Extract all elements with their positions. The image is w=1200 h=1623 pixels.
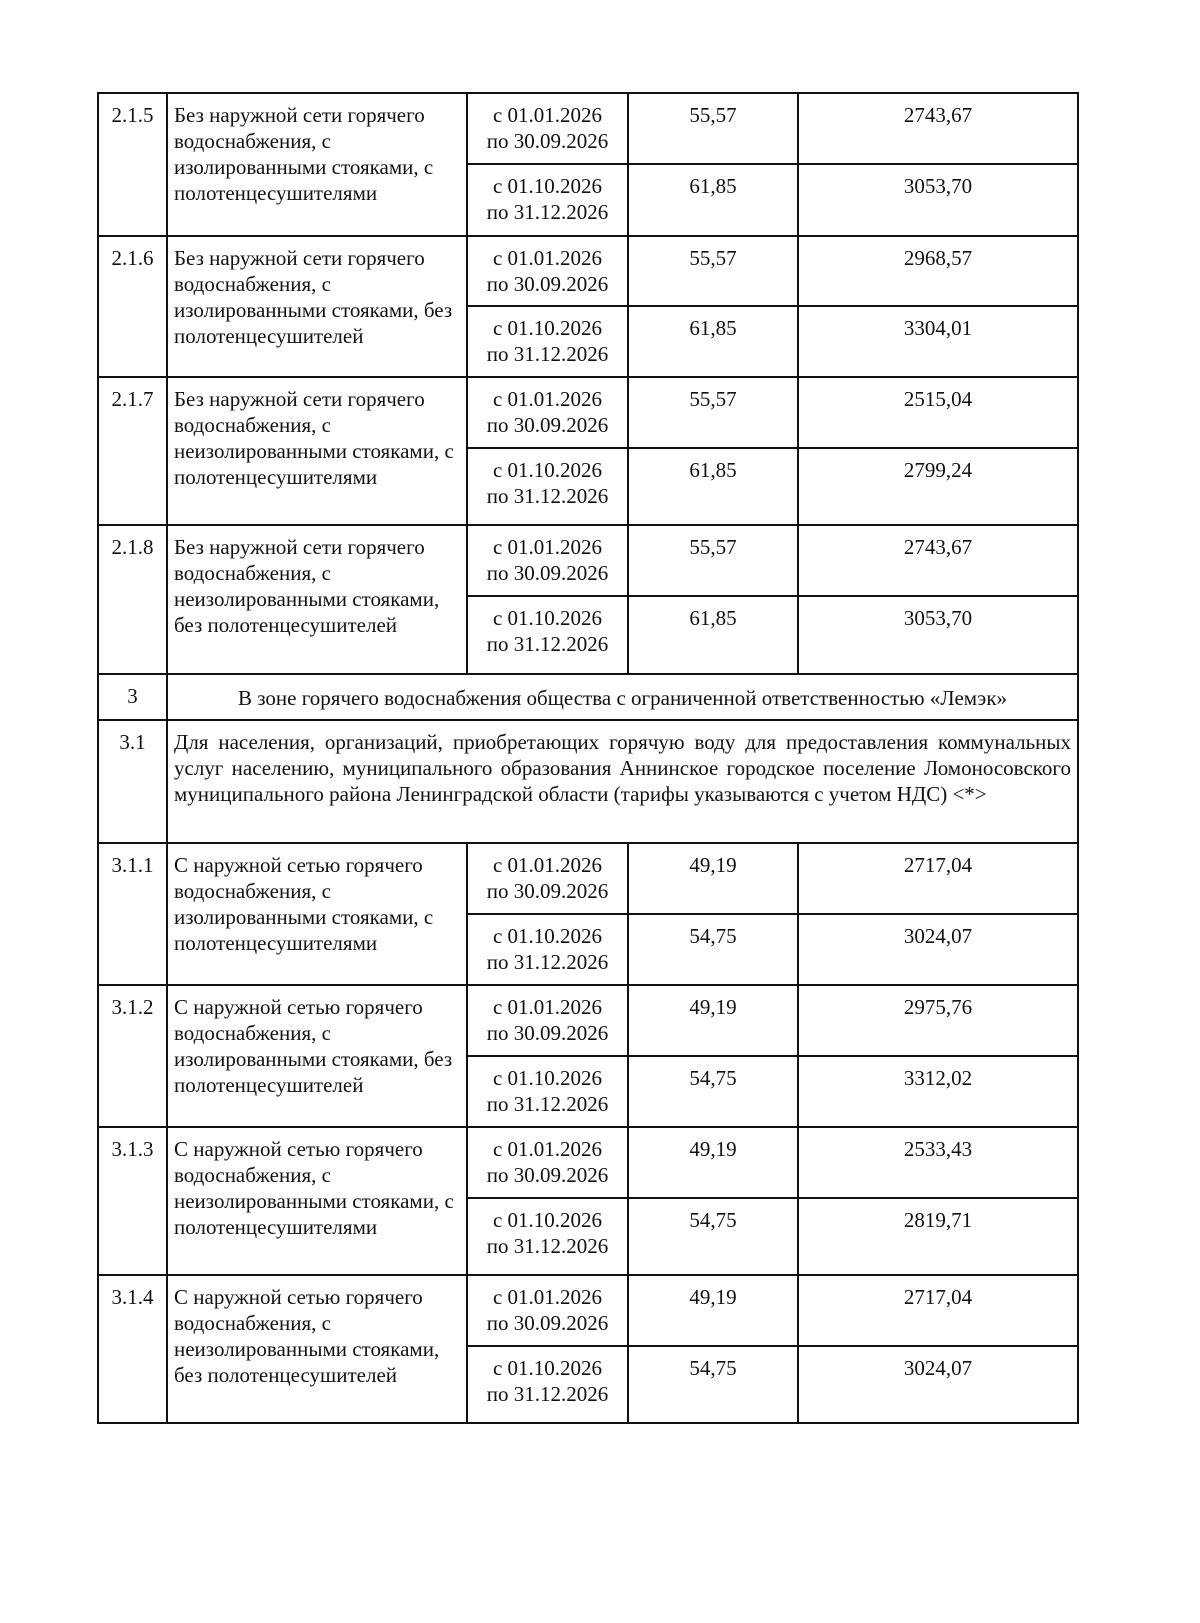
period-to: по 31.12.2026	[486, 200, 609, 224]
period-cell	[467, 306, 628, 377]
tariff-value-2: 2743,67	[798, 525, 1078, 596]
row-number: 3	[98, 674, 167, 720]
period-from: с 01.10.2026	[492, 1066, 603, 1090]
tariff-value-1: 55,57	[628, 236, 798, 306]
row-description: Без наружной сети горячего водоснабжения, с изолированными стояками, с полотенцесушителями	[167, 93, 467, 236]
tariff-value-1: 49,19	[628, 843, 798, 914]
tariff-value-2: 2717,04	[798, 1275, 1078, 1346]
period-cell	[467, 1346, 628, 1423]
period-to: по 31.12.2026	[486, 484, 609, 508]
table-row	[98, 93, 1078, 164]
row-number: 2.1.8	[98, 525, 167, 674]
period-from: с 01.10.2026	[492, 1208, 603, 1232]
tariff-value-1: 61,85	[628, 448, 798, 525]
period-from: с 01.10.2026	[492, 458, 603, 482]
period-from: с 01.01.2026	[492, 103, 603, 127]
period-cell	[467, 236, 628, 306]
period-cell	[467, 914, 628, 985]
table-row	[98, 1275, 1078, 1346]
table-row	[98, 1127, 1078, 1198]
tariff-value-2: 2975,76	[798, 985, 1078, 1056]
tariff-value-2: 2743,67	[798, 93, 1078, 164]
period-from: с 01.01.2026	[492, 535, 603, 559]
row-number: 3.1	[98, 720, 167, 843]
period-cell	[467, 1056, 628, 1127]
period-cell	[467, 985, 628, 1056]
period-to: по 30.09.2026	[486, 1163, 609, 1187]
period-to: по 30.09.2026	[486, 129, 609, 153]
tariff-value-1: 61,85	[628, 306, 798, 377]
period-to: по 31.12.2026	[486, 950, 609, 974]
subsection-title: Для населения, организаций, приобретающих горячую воду для предоставления коммунальных услуг населению, муниципального образования Аннинское городское поселение Ломоносовского муниципального района Ленинградской области (тарифы указываются с учетом НДС) <*>	[167, 720, 1078, 843]
period-from: с 01.10.2026	[492, 1356, 603, 1380]
row-description: С наружной сетью горячего водоснабжения, с изолированными стояками, без полотенцесушителей	[167, 985, 467, 1127]
period-cell	[467, 1198, 628, 1275]
period-to: по 30.09.2026	[486, 561, 609, 585]
period-cell	[467, 596, 628, 674]
row-description: С наружной сетью горячего водоснабжения, с изолированными стояками, с полотенцесушителями	[167, 843, 467, 985]
row-number: 3.1.4	[98, 1275, 167, 1423]
row-number: 3.1.3	[98, 1127, 167, 1275]
tariff-value-2: 2515,04	[798, 377, 1078, 448]
table-row	[98, 236, 1078, 306]
tariff-value-2: 2819,71	[798, 1198, 1078, 1275]
tariff-value-2: 3312,02	[798, 1056, 1078, 1127]
tariff-value-1: 54,75	[628, 914, 798, 985]
subsection-row	[98, 720, 1078, 843]
period-to: по 30.09.2026	[486, 879, 609, 903]
period-cell	[467, 164, 628, 236]
tariff-value-1: 54,75	[628, 1346, 798, 1423]
tariff-value-1: 61,85	[628, 596, 798, 674]
table-row	[98, 985, 1078, 1056]
tariff-value-2: 3024,07	[798, 914, 1078, 985]
row-description: Без наружной сети горячего водоснабжения, с неизолированными стояками, без полотенцесушителей	[167, 525, 467, 674]
tariff-value-1: 61,85	[628, 164, 798, 236]
tariff-value-1: 54,75	[628, 1056, 798, 1127]
table-row	[98, 525, 1078, 596]
period-to: по 31.12.2026	[486, 342, 609, 366]
row-number: 3.1.2	[98, 985, 167, 1127]
period-from: с 01.10.2026	[492, 174, 603, 198]
period-to: по 31.12.2026	[486, 632, 609, 656]
period-to: по 30.09.2026	[486, 1311, 609, 1335]
period-from: с 01.01.2026	[492, 387, 603, 411]
period-to: по 30.09.2026	[486, 272, 609, 296]
period-from: с 01.10.2026	[492, 924, 603, 948]
tariff-value-1: 55,57	[628, 93, 798, 164]
period-cell	[467, 93, 628, 164]
tariff-value-2: 2799,24	[798, 448, 1078, 525]
row-number: 2.1.6	[98, 236, 167, 377]
tariff-value-2: 3024,07	[798, 1346, 1078, 1423]
table-row	[98, 377, 1078, 448]
tariff-value-2: 2533,43	[798, 1127, 1078, 1198]
row-description: С наружной сетью горячего водоснабжения, с неизолированными стояками, с полотенцесушителями	[167, 1127, 467, 1275]
row-description: Без наружной сети горячего водоснабжения, с неизолированными стояками, с полотенцесушителями	[167, 377, 467, 525]
period-to: по 30.09.2026	[486, 413, 609, 437]
period-cell	[467, 843, 628, 914]
tariff-value-1: 49,19	[628, 1127, 798, 1198]
period-to: по 31.12.2026	[486, 1234, 609, 1258]
section-row	[98, 674, 1078, 720]
tariff-value-1: 49,19	[628, 985, 798, 1056]
row-description: С наружной сетью горячего водоснабжения, с неизолированными стояками, без полотенцесушителей	[167, 1275, 467, 1423]
tariff-value-2: 3304,01	[798, 306, 1078, 377]
period-from: с 01.10.2026	[492, 606, 603, 630]
row-number: 2.1.5	[98, 93, 167, 236]
period-from: с 01.01.2026	[492, 853, 603, 877]
period-cell	[467, 525, 628, 596]
period-from: с 01.01.2026	[492, 995, 603, 1019]
tariff-table	[97, 92, 1079, 1424]
tariff-value-2: 2968,57	[798, 236, 1078, 306]
period-cell	[467, 1275, 628, 1346]
period-from: с 01.01.2026	[492, 1285, 603, 1309]
section-title: В зоне горячего водоснабжения общества с ограниченной ответственностью «Лемэк»	[167, 674, 1078, 720]
row-number: 3.1.1	[98, 843, 167, 985]
row-description: Без наружной сети горячего водоснабжения, с изолированными стояками, без полотенцесушителей	[167, 236, 467, 377]
period-cell	[467, 377, 628, 448]
tariff-value-1: 54,75	[628, 1198, 798, 1275]
tariff-value-1: 55,57	[628, 525, 798, 596]
period-from: с 01.10.2026	[492, 316, 603, 340]
tariff-value-2: 3053,70	[798, 164, 1078, 236]
row-number: 2.1.7	[98, 377, 167, 525]
period-to: по 31.12.2026	[486, 1382, 609, 1406]
period-from: с 01.01.2026	[492, 1137, 603, 1161]
period-to: по 31.12.2026	[486, 1092, 609, 1116]
period-to: по 30.09.2026	[486, 1021, 609, 1045]
table-row	[98, 843, 1078, 914]
tariff-value-1: 55,57	[628, 377, 798, 448]
period-from: с 01.01.2026	[492, 246, 603, 270]
tariff-value-1: 49,19	[628, 1275, 798, 1346]
period-cell	[467, 448, 628, 525]
tariff-value-2: 3053,70	[798, 596, 1078, 674]
tariff-value-2: 2717,04	[798, 843, 1078, 914]
period-cell	[467, 1127, 628, 1198]
